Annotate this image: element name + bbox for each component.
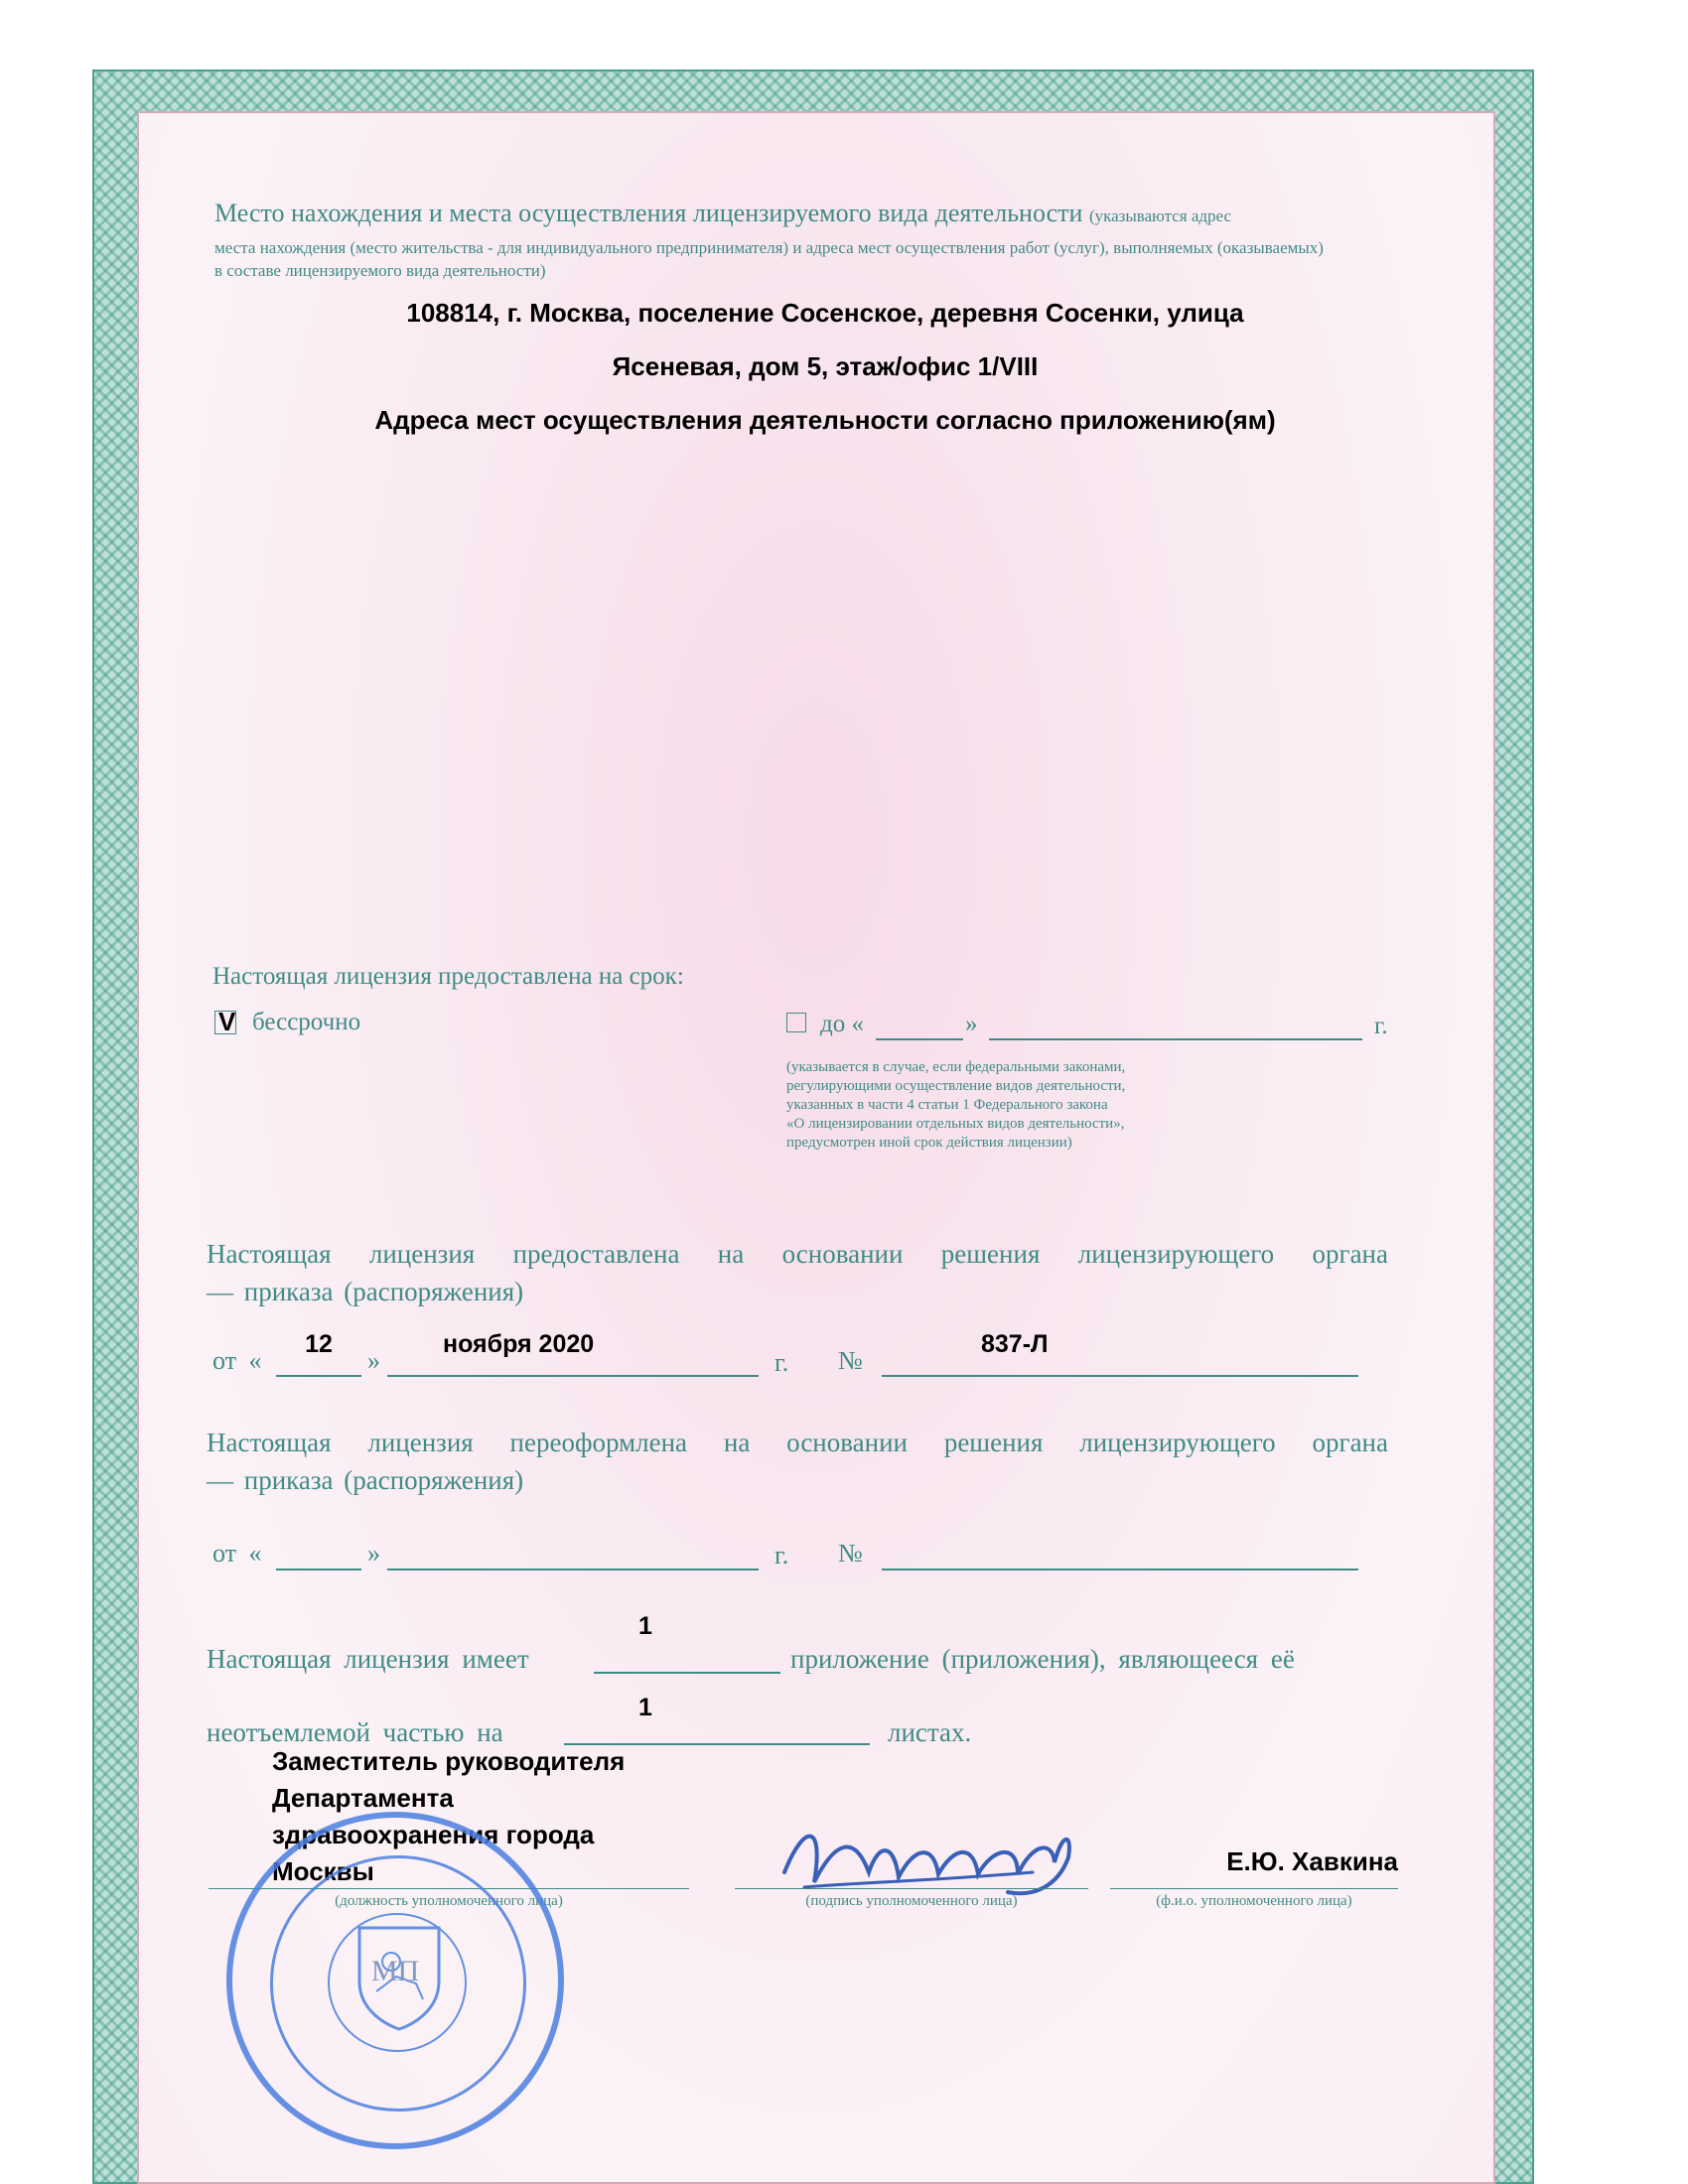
appendix-line2-start: неотъемлемой частью на: [207, 1717, 503, 1747]
stamp-label: МП: [370, 1955, 420, 1987]
address-line-2: Ясеневая, дом 5, этаж/офис 1/VIII: [612, 351, 1039, 381]
unlimited-label: бессрочно: [252, 1009, 361, 1035]
location-heading: Место нахождения и места осуществления лицензируемого вида деятельности (указываются адрес: [214, 199, 1232, 227]
decision-from-label: от «: [212, 1346, 262, 1375]
unlimited-check-mark: V: [218, 1007, 236, 1036]
address-line-3: Адреса мест осуществления деятельности согласно приложению(ям): [374, 405, 1276, 435]
term-caption-line: (указывается в случае, если федеральными законами,: [786, 1059, 1126, 1075]
address-line-1: 108814, г. Москва, поселение Сосенское, деревня Сосенки, улица: [406, 298, 1244, 328]
decision-year-suffix: г.: [774, 1348, 789, 1377]
appendix-line2-end: листах.: [888, 1717, 972, 1747]
position-line: Заместитель руководителя: [272, 1746, 626, 1776]
location-note-line2: места нахождения (место жительства - для индивидуального предпринимателя) и адреса мест осуществления работ (услуг), выполняемых (оказываемых): [214, 238, 1324, 257]
term-heading: Настоящая лицензия предоставлена на срок:: [212, 963, 684, 990]
name-caption: (ф.и.о. уполномоченного лица): [1156, 1893, 1352, 1909]
reissue-day-line: [276, 1569, 361, 1570]
signatory-name: Е.Ю. Хавкина: [1226, 1846, 1398, 1876]
reissue-year-suffix: г.: [774, 1541, 789, 1570]
official-stamp: [226, 1812, 564, 2149]
reissue-quote-close: »: [367, 1539, 380, 1568]
reissue-heading-line2: — приказа (распоряжения): [207, 1465, 524, 1495]
decision-day: 12: [305, 1330, 333, 1358]
term-caption-line: предусмотрен иной срок действия лицензии): [786, 1135, 1072, 1151]
position-line: Департамента: [272, 1783, 454, 1813]
location-note-line3: в составе лицензируемого вида деятельности): [214, 261, 546, 280]
name-underline: [1110, 1888, 1398, 1889]
reissue-date-line: [387, 1569, 759, 1570]
appendix-count-line: [594, 1672, 780, 1674]
until-year-suffix: г.: [1374, 1013, 1388, 1039]
until-day-line: [876, 1038, 963, 1040]
decision-month-year: ноября 2020: [443, 1330, 595, 1358]
position-caption: (должность уполномоченного лица): [335, 1893, 563, 1909]
position-line: здравоохранения города: [272, 1820, 595, 1849]
decision-number-label: №: [838, 1346, 863, 1375]
reissue-number-line: [882, 1569, 1358, 1570]
decision-heading-line2: — приказа (распоряжения): [207, 1277, 524, 1306]
appendix-count: 1: [638, 1612, 652, 1640]
decision-quote-close: »: [367, 1346, 380, 1375]
appendix-line1-start: Настоящая лицензия имеет: [207, 1644, 529, 1674]
decision-heading-line1: Настоящая лицензия предоставлена на основании решения лицензирующего органа: [207, 1239, 1388, 1269]
decision-number-line: [882, 1375, 1358, 1377]
until-checkbox: [786, 1013, 806, 1032]
decision-number: 837-Л: [981, 1330, 1049, 1358]
appendix-line1-end: приложение (приложения), являющееся её: [790, 1644, 1295, 1674]
signature-caption: (подпись уполномоченного лица): [805, 1893, 1018, 1909]
position-line: Москвы: [272, 1856, 374, 1886]
term-caption-line: регулирующими осуществление видов деятельности,: [786, 1078, 1126, 1094]
until-quote-close: »: [965, 1011, 978, 1037]
signature-underline: [735, 1888, 1088, 1889]
reissue-heading-line1: Настоящая лицензия переоформлена на основании решения лицензирующего органа: [207, 1428, 1388, 1457]
reissue-number-label: №: [838, 1539, 863, 1568]
appendix-sheets: 1: [638, 1694, 652, 1721]
term-caption-line: «О лицензировании отдельных видов деятельности»,: [786, 1116, 1125, 1132]
until-label: до «: [820, 1011, 864, 1037]
decision-date-line: [387, 1375, 759, 1377]
reissue-from-label: от «: [212, 1539, 262, 1568]
term-caption: [786, 1058, 1125, 1153]
until-date-line: [989, 1038, 1362, 1040]
term-caption-line: указанных в части 4 статьи 1 Федерального закона: [786, 1097, 1108, 1113]
decision-day-line: [276, 1375, 361, 1377]
